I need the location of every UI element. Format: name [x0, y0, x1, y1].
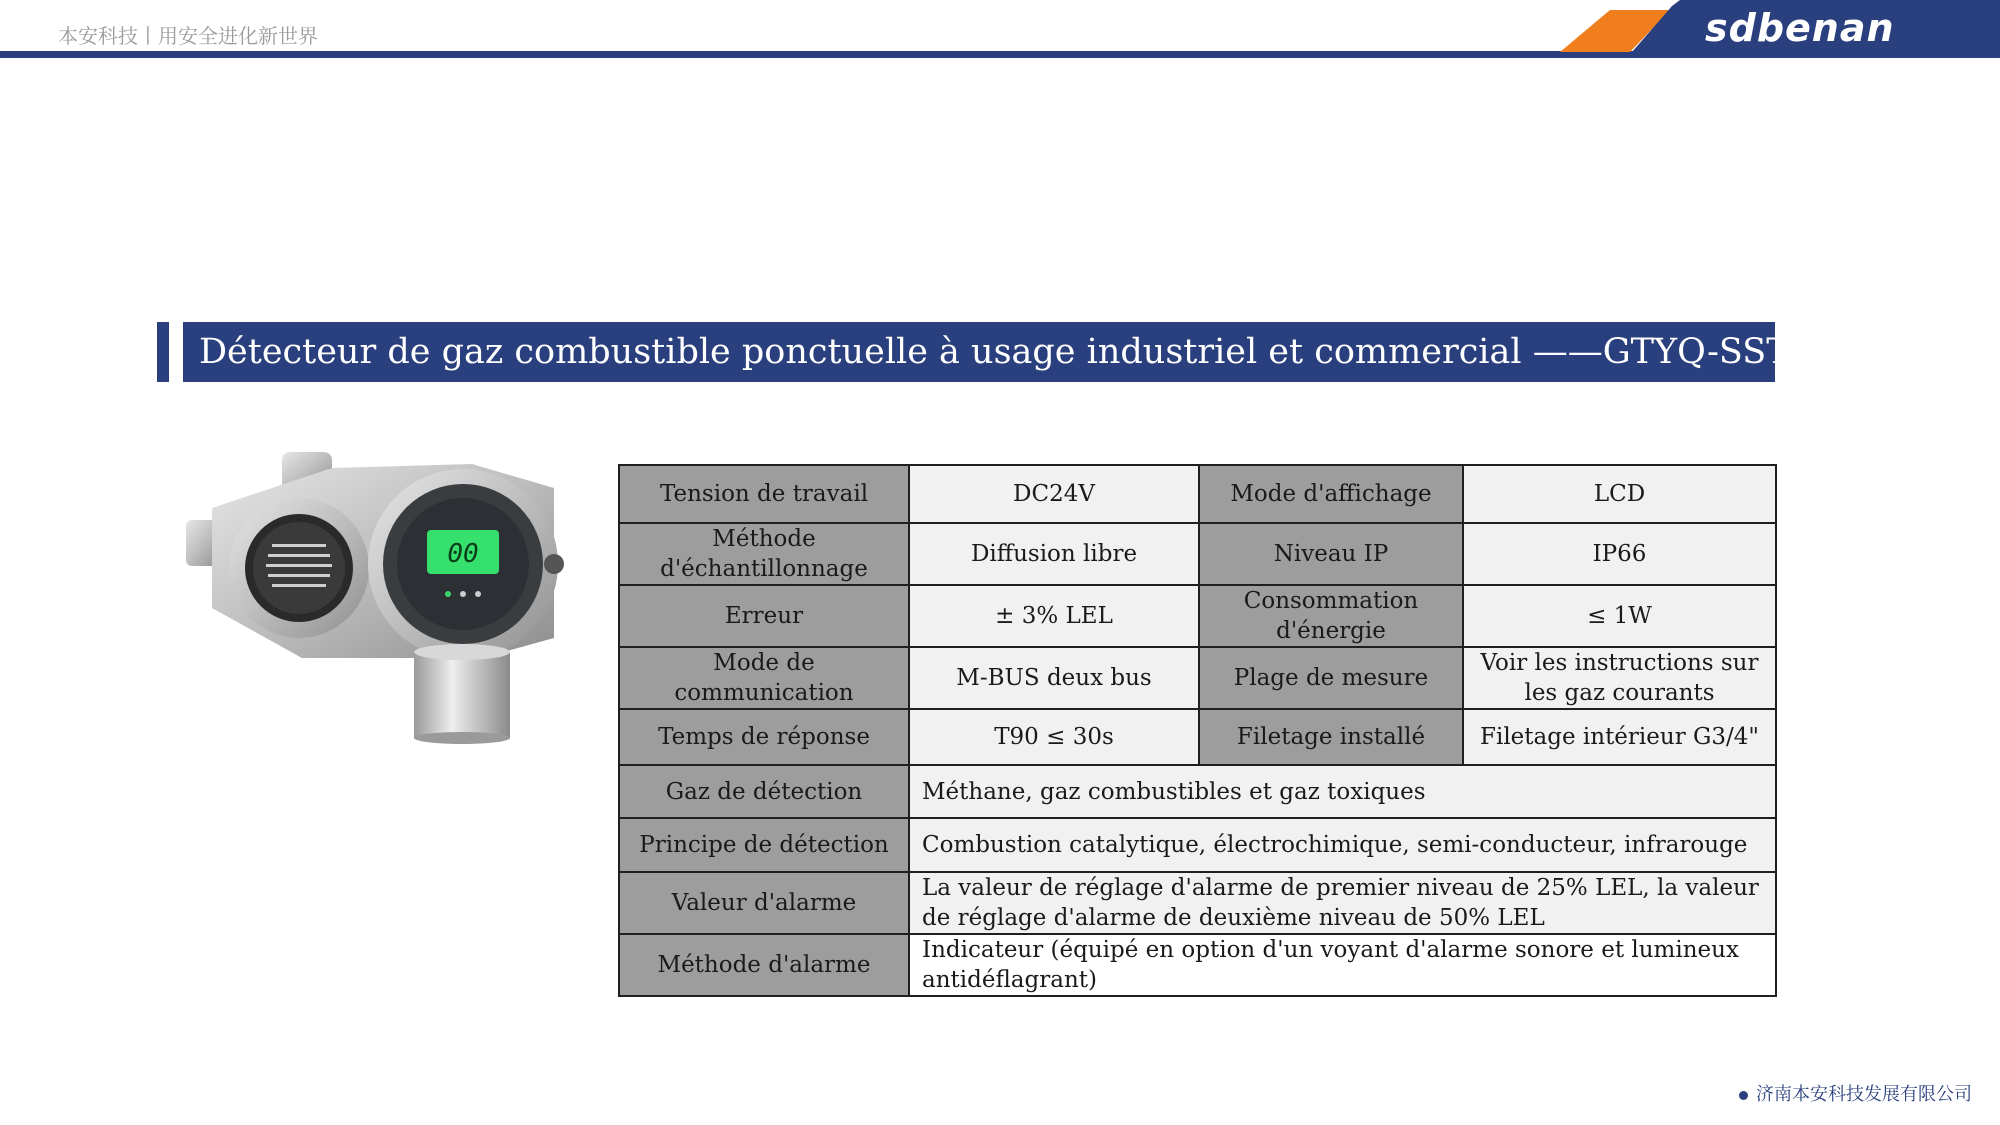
spec-value: Méthane, gaz combustibles et gaz toxiques	[909, 765, 1776, 818]
spec-label: Principe de détection	[619, 818, 909, 872]
spec-value: Filetage intérieur G3/4"	[1463, 709, 1776, 765]
spec-table	[618, 464, 1777, 997]
table-row	[619, 523, 1776, 585]
spec-value: Combustion catalytique, électrochimique, semi-conducteur, infrarouge	[909, 818, 1776, 872]
spec-value: LCD	[1463, 465, 1776, 523]
gas-detector-image	[182, 448, 577, 743]
spec-label: Valeur d'alarme	[619, 872, 909, 934]
table-row	[619, 585, 1776, 647]
table-row	[619, 647, 1776, 709]
table-row	[619, 709, 1776, 765]
svg-text:00: 00	[447, 539, 479, 569]
spec-value: M-BUS deux bus	[909, 647, 1199, 709]
spec-value: Diffusion libre	[909, 523, 1199, 585]
spec-value: ± 3% LEL	[909, 585, 1199, 647]
spec-label: Mode d'affichage	[1199, 465, 1463, 523]
spec-value: Voir les instructions sur les gaz courants	[1463, 647, 1776, 709]
spec-value: DC24V	[909, 465, 1199, 523]
spec-value: ≤ 1W	[1463, 585, 1776, 647]
spec-label: Mode de communication	[619, 647, 909, 709]
spec-label: Plage de mesure	[1199, 647, 1463, 709]
spec-label: Niveau IP	[1199, 523, 1463, 585]
bullet-icon	[1739, 1091, 1748, 1100]
table-row	[619, 818, 1776, 872]
brand-logo-text: sdbenan	[1705, 6, 1895, 50]
title-accent-bar	[157, 322, 169, 382]
spec-value: IP66	[1463, 523, 1776, 585]
page-title: Détecteur de gaz combustible ponctuelle à usage industriel et commercial ——GTYQ-SST607LCD-E	[183, 322, 1775, 382]
footer-company-name: 济南本安科技发展有限公司	[1756, 1084, 1972, 1105]
table-row	[619, 765, 1776, 818]
table-row	[619, 872, 1776, 934]
spec-label: Gaz de détection	[619, 765, 909, 818]
spec-value: La valeur de réglage d'alarme de premier niveau de 25% LEL, la valeur de réglage d'alarme de deuxième niveau de 50% LEL	[909, 872, 1776, 934]
spec-label: Méthode d'échantillonnage	[619, 523, 909, 585]
table-row	[619, 465, 1776, 523]
footer-company	[1739, 1080, 1972, 1106]
spec-label: Tension de travail	[619, 465, 909, 523]
spec-label: Erreur	[619, 585, 909, 647]
spec-value: T90 ≤ 30s	[909, 709, 1199, 765]
header-slogan: 本安科技丨用安全进化新世界	[58, 24, 318, 48]
spec-label: Filetage installé	[1199, 709, 1463, 765]
sensor-head	[414, 652, 510, 738]
spec-label: Temps de réponse	[619, 709, 909, 765]
spec-label: Méthode d'alarme	[619, 934, 909, 996]
spec-value: Indicateur (équipé en option d'un voyant d'alarme sonore et lumineux antidéflagrant)	[909, 934, 1776, 996]
spec-label: Consommation d'énergie	[1199, 585, 1463, 647]
table-row	[619, 934, 1776, 996]
